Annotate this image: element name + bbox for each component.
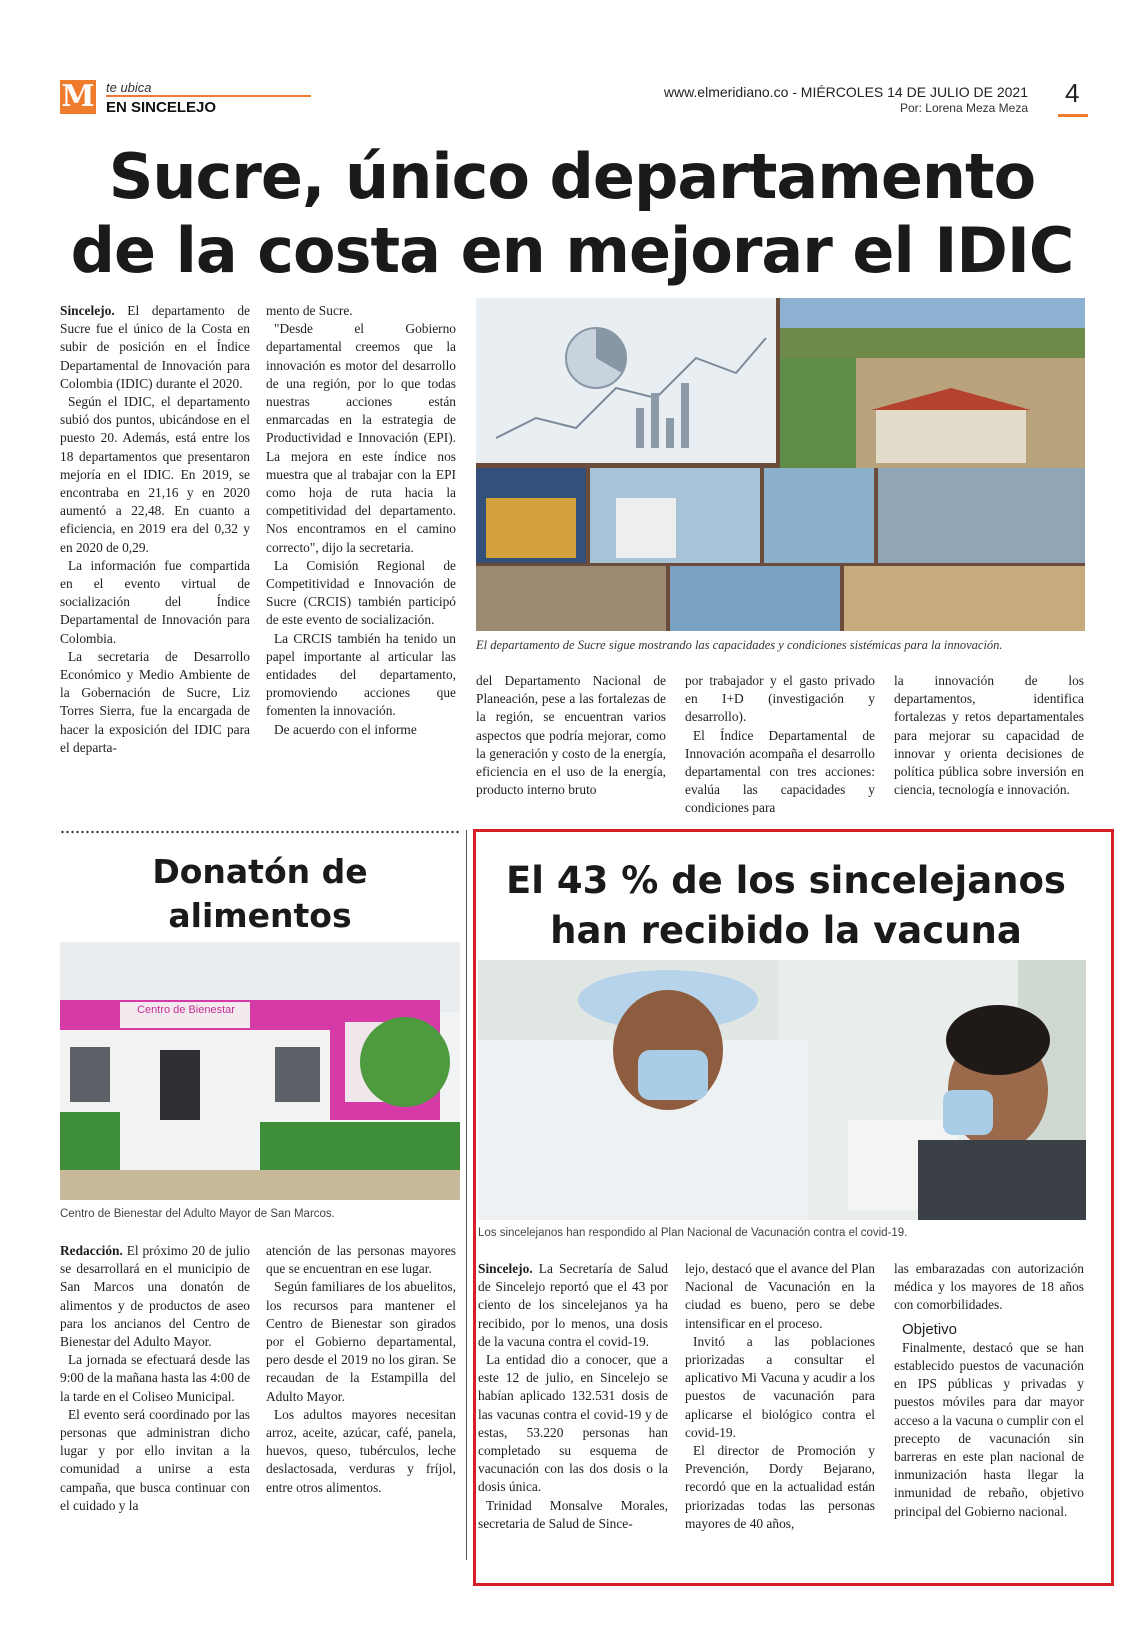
- article-subheading: Objetivo: [902, 1320, 958, 1338]
- paragraph: El departamento de Sucre fue el único de la Costa en subir de posición en el Índice Departamental de Innovación para Colombia (IDIC) durante el 2020.: [60, 303, 250, 391]
- paragraph: por trabajador y el gasto privado en I+D (investigación y desarrollo).: [685, 673, 875, 725]
- paragraph: lejo, destacó que el avance del Plan Nacional de Vacunación en la ciudad es bueno, pero se debe intensificar en el proceso.: [685, 1261, 875, 1331]
- section-rule: [106, 95, 311, 97]
- paragraph: La Comisión Regional de Competitividad e Innovación de Sucre (CRCIS) también participó de este evento de socialización.: [266, 557, 456, 628]
- vaccination-photo: [478, 960, 1086, 1220]
- right-photo-caption: Los sincelejanos han respondido al Plan Nacional de Vacunación contra el covid-19.: [478, 1227, 908, 1239]
- dateline: Sincelejo.: [60, 303, 115, 318]
- main-photo-caption: El departamento de Sucre sigue mostrando las capacidades y condiciones sistémicas para la innovación.: [476, 638, 1003, 652]
- main-article-col1: [60, 302, 250, 757]
- main-article-col3: [476, 672, 666, 799]
- section-divider: [60, 830, 460, 834]
- paragraph: El director de Promoción y Prevención, Dordy Bejarano, recordó que en la actualidad están priorizadas todas las personas mayores de 40 años,: [685, 1443, 875, 1531]
- left-article-col1: [60, 1242, 250, 1515]
- right-article-col3: [894, 1260, 1084, 1521]
- byline: Por: Lorena Meza Meza: [899, 101, 1028, 115]
- left-article-col2: [266, 1242, 456, 1497]
- logo-letter: M: [61, 79, 95, 114]
- paragraph: la innovación de los departamentos, identifica fortalezas y retos departamentales para mejorar su capacidad de innovar y orienta decisiones de política pública sobre inversión en ciencia, tecnología e innovación.: [894, 673, 1084, 798]
- paragraph: El próximo 20 de julio se desarrollará en el municipio de San Marcos una donatón de alimentos y de productos de aseo para los ancianos del Centro de Bienestar del Adulto Mayor.: [60, 1243, 250, 1350]
- paragraph: Finalmente, destacó que se han establecido puestos de vacunación en IPS públicas y privadas y puestos móviles para dar mayor acceso a la vacuna o cumplir con el precepto de vacunación sin barreras en este plan nacional de inmunización hasta llegar la inmunidad de rebaño, objetivo principal del Gobierno nacional.: [894, 1339, 1084, 1519]
- paragraph: atención de las personas mayores que se encuentran en ese lugar.: [266, 1243, 456, 1277]
- paragraph: mento de Sucre.: [266, 303, 353, 318]
- paragraph: las embarazadas con autorización médica y los mayores de 18 años con comorbilidades.: [894, 1261, 1084, 1313]
- main-headline-line1: Sucre, único departamento: [108, 140, 1036, 213]
- right-article-col1: [478, 1260, 668, 1533]
- paragraph: La secretaria de Desarrollo Económico y Medio Ambiente de la Gobernación de Sucre, Liz Torres Sierra, fue la encargada de hacer la exposición del IDIC para el departa-: [60, 648, 250, 755]
- paragraph: La entidad dio a conocer, que a este 12 de julio, en Sincelejo se habían aplicado 132.531 dosis de las vacunas contra el covid-19 y de estas, 53.220 personas han completado su esquema de vacunación con las dos dosis o la dosis única.: [478, 1352, 668, 1495]
- paragraph: El Índice Departamental de Innovación acompaña el desarrollo departamental con tres acciones: evalúa las capacidades y condiciones para: [685, 727, 875, 816]
- innovation-photo-collage: [476, 298, 1085, 631]
- paragraph: del Departamento Nacional de Planeación, pese a las fortalezas de la región, se encuentran varios aspectos que podría mejorar, como la generación y costo de la energía, eficiencia en el uso de la energía, producto interno bruto: [476, 673, 666, 798]
- headline-line: Donatón de alimentos: [152, 852, 368, 935]
- paragraph: Según el IDIC, el departamento subió dos puntos, ubicándose en el puesto 20. Además, está entre los 18 departamentos que presentaron mejoría en el IDIC. En 2019, se encontraba en 21,16 y en 2020 aumentó a 22,48. En cuanto a eficiencia, en 2019 era del 0,32 y en 2020 de 0,29.: [60, 394, 250, 555]
- paragraph: La CRCIS también ha tenido un papel importante al articular las entidades del departamento, promoviendo acciones que fomenten la innovación.: [266, 630, 456, 719]
- elderly-center-photo: [60, 942, 460, 1200]
- paragraph: Los adultos mayores necesitan arroz, aceite, azúcar, café, panela, huevos, queso, tubérculos, leche deslactosada, verduras y fríjol, entre otros alimentos.: [266, 1406, 456, 1495]
- left-photo-caption: Centro de Bienestar del Adulto Mayor de San Marcos.: [60, 1208, 335, 1220]
- paragraph: La Secretaría de Salud de Sincelejo reportó que el 43 por ciento de los sincelejanos ya ha recibido, por lo menos, una dosis de la vacuna contra el covid-19.: [478, 1261, 668, 1349]
- paragraph: La jornada se efectuará desde las 9:00 de la mañana hasta las 4:00 de la tarde en el Coliseo Municipal.: [60, 1352, 251, 1404]
- date-line: www.elmeridiano.co - MIÉRCOLES 14 DE JULIO DE 2021: [663, 84, 1028, 100]
- dateline: Sincelejo.: [478, 1261, 533, 1276]
- headline-line: El 43 % de los sincelejanos: [506, 859, 1066, 902]
- dateline: Redacción.: [60, 1243, 123, 1258]
- paragraph: El evento será coordinado por las personas que administran dicho lugar y por ello invitan a la comunidad a unirse a esta campaña, que busca continuar con el cuidado y la: [60, 1406, 250, 1513]
- page-number: 4: [1065, 78, 1080, 108]
- paragraph: De acuerdo con el informe: [274, 721, 417, 737]
- main-headline-line2: de la costa en mejorar el IDIC: [70, 214, 1074, 287]
- paragraph: Trinidad Monsalve Morales, secretaria de Salud de Since-: [478, 1497, 668, 1531]
- right-article-headline: [476, 856, 1096, 956]
- main-article-col4: [685, 672, 875, 818]
- main-article-col5: [894, 672, 1084, 799]
- column-divider: [466, 830, 467, 1560]
- newspaper-logo: [60, 80, 96, 114]
- main-article-col2: [266, 302, 456, 739]
- page-number-rule: [1058, 114, 1088, 117]
- headline-line: han recibido la vacuna: [550, 909, 1022, 952]
- section-name: EN SINCELEJO: [106, 99, 217, 116]
- section-kicker: te ubica: [106, 80, 152, 95]
- paragraph: "Desde el Gobierno departamental creemos que la innovación es motor del desarrollo de una región, por lo que todas nuestras acciones están enmarcadas en la estrategia de Productividad e Innovación (EPI). La mejora en este índice nos muestra que al trabajar con la EPI como hoja de ruta hacia la competitividad del departamento. Nos encontramos en el camino correcto", dijo la secretaria.: [266, 321, 456, 555]
- paragraph: La información fue compartida en el evento virtual de socialización del Índice Departamental de Innovación para Colombia.: [60, 557, 250, 646]
- right-article-col2: [685, 1260, 875, 1533]
- paragraph: Invitó a las poblaciones priorizadas a consultar el aplicativo Mi Vacuna y acudir a los puestos de vacunación para aplicarse el biológico contra el covid-19.: [685, 1333, 875, 1440]
- paragraph: Según familiares de los abuelitos, los recursos para mantener el Centro de Bienestar son girados por el Gobierno departamental, pero desde el 2019 no los giran. Se recaudan de la Estampilla del Adulto Mayor.: [266, 1279, 456, 1404]
- photo-sign: Centro de Bienestar: [137, 1004, 235, 1016]
